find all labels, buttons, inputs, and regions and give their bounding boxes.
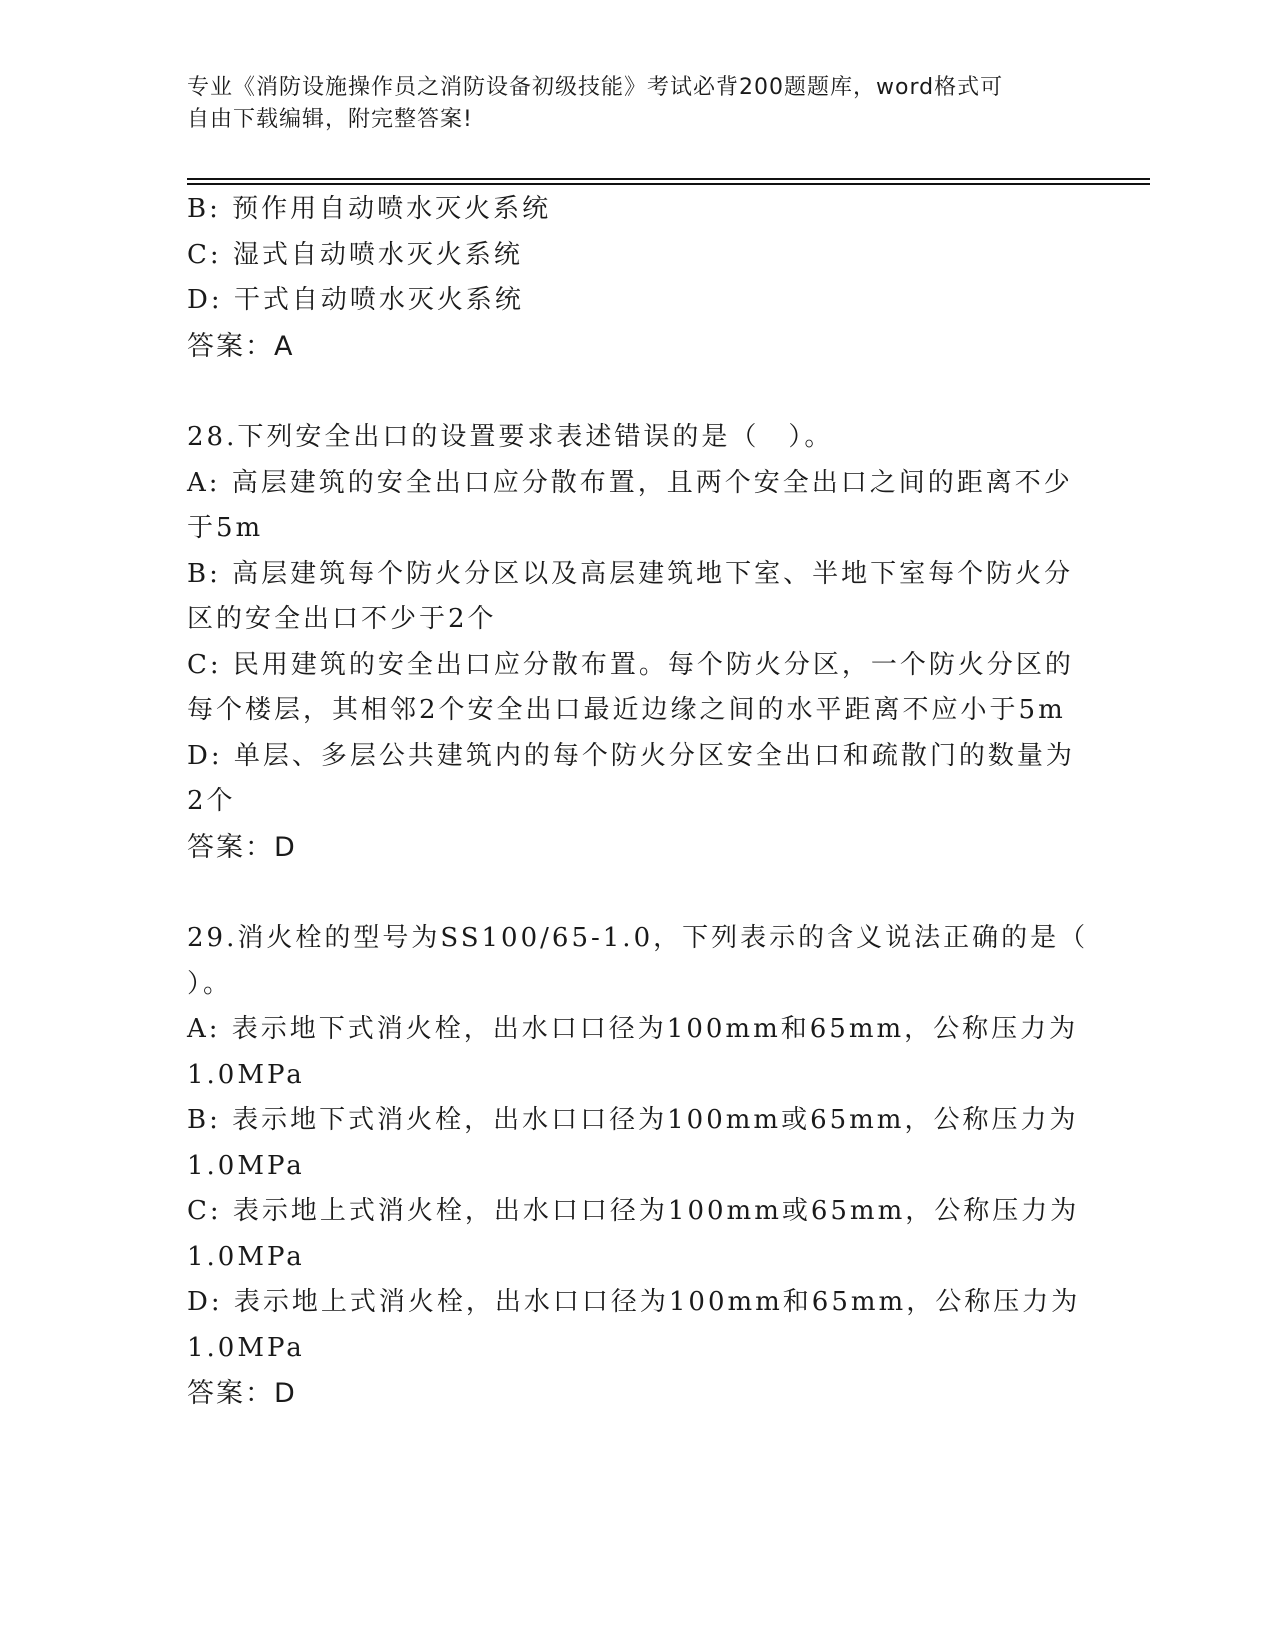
option-c-continued: 每个楼层，其相邻2个安全出口最近边缘之间的水平距离不应小于5m (187, 695, 1066, 725)
header-divider-bottom (187, 183, 1150, 185)
option-a: A: 表示地下式消火栓，出水口口径为100mm和65mm，公称压力为 (187, 1014, 1079, 1044)
question-stem-continued: ）。 (187, 968, 233, 999)
document-header (187, 72, 1067, 136)
option-a-continued: 于5m (187, 513, 264, 543)
option-b-continued: 1.0MPa (187, 1150, 305, 1181)
option-c: C: 湿式自动喷水灭火系统 (187, 239, 523, 270)
option-b: B: 高层建筑每个防火分区以及高层建筑地下室、半地下室每个防火分 (187, 558, 1074, 589)
question-27-tail (187, 187, 1067, 369)
option-a: A: 高层建筑的安全出口应分散布置，且两个安全出口之间的距离不少 (187, 467, 1073, 498)
question-28 (187, 415, 1075, 870)
answer-label: 答案：D (187, 1378, 297, 1409)
header-title-line-1: 专业《消防设施操作员之消防设备初级技能》考试必背200题题库，word格式可 (187, 75, 1004, 100)
option-d-continued: 2个 (187, 786, 236, 816)
option-b-continued: 区的安全出口不少于2个 (187, 604, 497, 634)
option-b: B: 预作用自动喷水灭火系统 (187, 194, 552, 224)
question-stem: 28.下列安全出口的设置要求表述错误的是（ ）。 (187, 422, 834, 452)
spacer (187, 870, 1067, 916)
header-title-line-2: 自由下载编辑，附完整答案! (187, 107, 473, 132)
option-d: D: 干式自动喷水灭火系统 (187, 285, 524, 315)
header-divider-top (187, 178, 1150, 180)
option-c-continued: 1.0MPa (187, 1241, 305, 1272)
option-c: C: 表示地上式消火栓，出水口口径为100mm或65mm，公称压力为 (187, 1196, 1080, 1226)
answer-label: 答案：A (187, 330, 295, 362)
option-d: D: 单层、多层公共建筑内的每个防火分区安全出口和疏散门的数量为 (187, 740, 1075, 771)
option-d: D: 表示地上式消火栓，出水口口径为100mm和65mm，公称压力为 (187, 1287, 1081, 1317)
option-b: B: 表示地下式消火栓，出水口口径为100mm或65mm，公称压力为 (187, 1105, 1079, 1135)
question-stem: 29.消火栓的型号为SS100/65-1.0，下列表示的含义说法正确的是（ (187, 923, 1089, 953)
question-29 (187, 916, 1089, 1417)
option-a-continued: 1.0MPa (187, 1059, 305, 1090)
spacer (187, 369, 1067, 415)
question-content (187, 187, 1089, 1417)
answer-label: 答案：D (187, 831, 297, 863)
option-d-continued: 1.0MPa (187, 1332, 305, 1363)
option-c: C: 民用建筑的安全出口应分散布置。每个防火分区，一个防火分区的 (187, 649, 1074, 680)
